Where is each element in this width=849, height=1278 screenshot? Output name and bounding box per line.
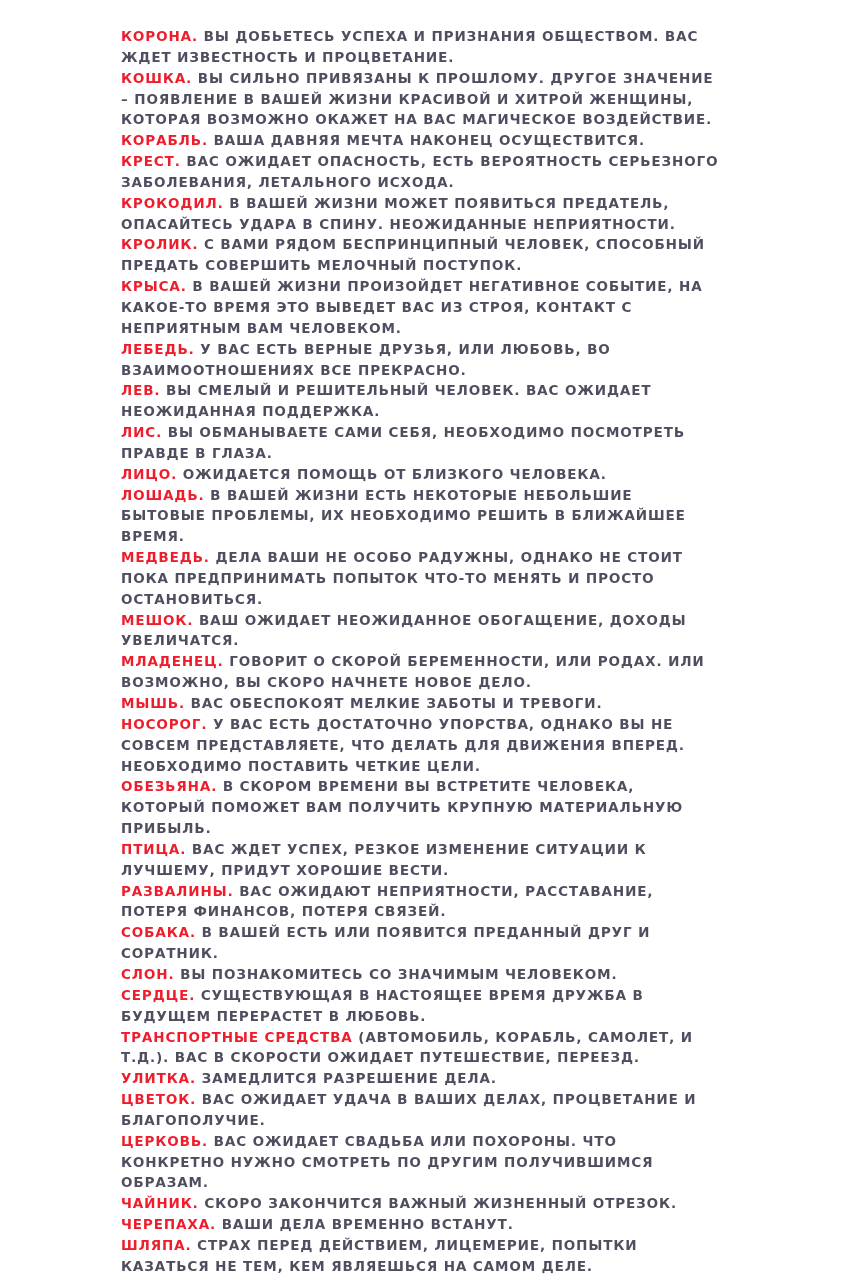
entry-term: ЛЕБЕДЬ. [121,341,195,358]
entry-text: (АВТОМОБИЛЬ, КОРАБЛЬ, САМОЛЕТ, И Т.Д.). ВАС В СКОРОСТИ ОЖИДАЕТ ПУТЕШЕСТВИЕ, ПЕРЕЕЗД. [121,1029,693,1067]
entry-term: ЛИС. [121,425,163,442]
entry-text: ДЕЛА ВАШИ НЕ ОСОБО РАДУЖНЫ, ОДНАКО НЕ СТОИТ ПОКА ПРЕДПРИНИМАТЬ ПОПЫТОК ЧТО-ТО МЕНЯТЬ И ПРОСТО ОСТАНОВИТЬСЯ. [121,550,683,608]
entry-text: В ВАШЕЙ ЖИЗНИ ПРОИЗОЙДЕТ НЕГАТИВНОЕ СОБЫТИЕ, НА КАКОЕ-ТО ВРЕМЯ ЭТО ВЫВЕДЕТ ВАС ИЗ СТРОЯ, КОНТАКТ С НЕПРИЯТНЫМ ВАМ ЧЕЛОВЕКОМ. [121,279,703,337]
entry-text: ВЫ ПОЗНАКОМИТЕСЬ СО ЗНАЧИМЫМ ЧЕЛОВЕКОМ. [174,966,618,983]
entry-text: ВАС ЖДЕТ УСПЕХ, РЕЗКОЕ ИЗМЕНЕНИЕ СИТУАЦИИ К ЛУЧШЕМУ, ПРИДУТ ХОРОШИЕ ВЕСТИ. [121,841,647,879]
entry-text: В СКОРОМ ВРЕМЕНИ ВЫ ВСТРЕТИТЕ ЧЕЛОВЕКА, КОТОРЫЙ ПОМОЖЕТ ВАМ ПОЛУЧИТЬ КРУПНУЮ МАТЕРИАЛЬНУЮ ПРИБЫЛЬ. [121,779,684,838]
entry-term: СЕРДЦЕ. [121,987,196,1004]
entry-nosorog [121,715,721,778]
entry-krest [121,152,721,194]
entry-term: СОБАКА. [121,925,197,942]
entry-term: КОРОНА. [121,29,199,45]
entry-text: ВАС ОЖИДАЮТ НЕПРИЯТНОСТИ, РАССТАВАНИЕ, ПОТЕРЯ ФИНАНСОВ, ПОТЕРЯ СВЯЗЕЙ. [121,883,654,921]
entry-koshka [121,69,721,132]
entry-term: КОШКА. [121,70,193,87]
entry-term: ПТИЦА. [121,841,187,858]
entry-term: КРЫСА. [121,279,187,296]
entry-term: МЫШЬ. [121,696,186,712]
entry-text: ВАС ОБЕСПОКОЯТ МЕЛКИЕ ЗАБОТЫ И ТРЕВОГИ. [185,696,603,712]
entry-sobaka [121,923,721,965]
entry-term: ЛОШАДЬ. [121,487,205,504]
entry-lev [121,381,721,423]
entry-meshok [121,611,721,653]
entry-text: ВЫ СИЛЬНО ПРИВЯЗАНЫ К ПРОШЛОМУ. ДРУГОЕ ЗНАЧЕНИЕ – ПОЯВЛЕНИЕ В ВАШЕЙ ЖИЗНИ КРАСИВОЙ И ХИТРОЙ ЖЕНЩИНЫ, КОТОРАЯ ВОЗМОЖНО ОКАЖЕТ НА ВАС МАГИЧЕСКОЕ ВОЗДЕЙСТВИЕ. [121,70,714,129]
entry-term: ЧЕРЕПАХА. [121,1217,217,1234]
entry-korona [121,27,721,69]
entry-term: МЕШОК. [121,612,194,629]
entry-term: МЛАДЕНЕЦ. [121,654,224,671]
entry-text: СУЩЕСТВУЮЩАЯ В НАСТОЯЩЕЕ ВРЕМЯ ДРУЖБА В БУДУЩЕМ ПЕРЕРАСТЕТ В ЛЮБОВЬ. [121,987,644,1025]
entry-krysa [121,277,721,340]
entry-term: КРОКОДИЛ. [121,195,224,212]
entry-text: ЗАМЕДЛИТСЯ РАЗРЕШЕНИЕ ДЕЛА. [196,1071,497,1088]
entry-krolik [121,235,721,277]
entry-term: ЦВЕТОК. [121,1092,197,1109]
entry-cherepakha [121,1215,721,1236]
entry-text: В ВАШЕЙ ЖИЗНИ ЕСТЬ НЕКОТОРЫЕ НЕБОЛЬШИЕ БЫТОВЫЕ ПРОБЛЕМЫ, ИХ НЕОБХОДИМО РЕШИТЬ В БЛИЖАЙШЕЕ ВРЕМЯ. [121,487,686,546]
entry-serdtse [121,986,721,1028]
entry-term: УЛИТКА. [121,1071,197,1088]
entry-lis [121,423,721,465]
entry-litso [121,465,721,486]
entry-term: ЦЕРКОВЬ. [121,1133,209,1150]
entry-term: ЛИЦО. [121,466,178,483]
entry-text: С ВАМИ РЯДОМ БЕСПРИНЦИПНЫЙ ЧЕЛОВЕК, СПОСОБНЫЙ ПРЕДАТЬ СОВЕРШИТЬ МЕЛОЧНЫЙ ПОСТУПОК. [121,237,705,275]
entry-term: ШЛЯПА. [121,1237,192,1254]
entry-slon [121,965,721,986]
entry-term: КРОЛИК. [121,237,199,254]
entry-korabl [121,131,721,152]
entry-term: ЛЕВ. [121,383,161,400]
entry-text: ВАС ОЖИДАЕТ УДАЧА В ВАШИХ ДЕЛАХ, ПРОЦВЕТАНИЕ И БЛАГОПОЛУЧИЕ. [121,1092,697,1129]
entry-shlyapa [121,1236,721,1278]
entry-term: ЧАЙНИК. [121,1196,199,1213]
entry-term: МЕДВЕДЬ. [121,550,210,567]
entry-text: ОЖИДАЕТСЯ ПОМОЩЬ ОТ БЛИЗКОГО ЧЕЛОВЕКА. [177,466,607,483]
entry-text: ВАШИ ДЕЛА ВРЕМЕННО ВСТАНУТ. [216,1217,514,1234]
entry-text: СТРАХ ПЕРЕД ДЕЙСТВИЕМ, ЛИЦЕМЕРИЕ, ПОПЫТКИ КАЗАТЬСЯ НЕ ТЕМ, КЕМ ЯВЛЯЕШЬСЯ НА САМОМ ДЕЛЕ. [121,1237,638,1275]
entry-text: ВАС ОЖИДАЕТ СВАДЬБА ИЛИ ПОХОРОНЫ. ЧТО КОНКРЕТНО НУЖНО СМОТРЕТЬ ПО ДРУГИМ ПОЛУЧИВШИМСЯ ОБРАЗАМ. [121,1133,654,1192]
entry-mladenets [121,652,721,694]
entry-text: ВЫ ОБМАНЫВАЕТЕ САМИ СЕБЯ, НЕОБХОДИМО ПОСМОТРЕТЬ ПРАВДЕ В ГЛАЗА. [121,425,686,462]
entry-term: КРЕСТ. [121,154,181,171]
entry-ptitsa [121,840,721,882]
entry-text: В ВАШЕЙ ЖИЗНИ МОЖЕТ ПОЯВИТЬСЯ ПРЕДАТЕЛЬ, ОПАСАЙТЕСЬ УДАРА В СПИНУ. НЕОЖИДАННЫЕ НЕПРИЯТНОСТИ. [121,195,676,233]
entry-text: ВЫ ДОБЬЕТЕСЬ УСПЕХА И ПРИЗНАНИЯ ОБЩЕСТВОМ. ВАС ЖДЕТ ИЗВЕСТНОСТЬ И ПРОЦВЕТАНИЕ. [121,29,699,66]
entry-ulitka [121,1069,721,1090]
entry-term: НОСОРОГ. [121,716,208,733]
entry-loshad [121,486,721,549]
entry-chaynik [121,1194,721,1215]
entry-text: ВЫ СМЕЛЫЙ И РЕШИТЕЛЬНЫЙ ЧЕЛОВЕК. ВАС ОЖИДАЕТ НЕОЖИДАННАЯ ПОДДЕРЖКА. [121,383,652,421]
entry-text: ГОВОРИТ О СКОРОЙ БЕРЕМЕННОСТИ, ИЛИ РОДАХ. ИЛИ ВОЗМОЖНО, ВЫ СКОРО НАЧНЕТЕ НОВОЕ ДЕЛО. [121,654,705,692]
entry-term: РАЗВАЛИНЫ. [121,883,234,900]
entry-text: СКОРО ЗАКОНЧИТСЯ ВАЖНЫЙ ЖИЗНЕННЫЙ ОТРЕЗОК. [198,1196,677,1213]
entry-obezyana [121,777,721,840]
entry-text: В ВАШЕЙ ЕСТЬ ИЛИ ПОЯВИТСЯ ПРЕДАННЫЙ ДРУГ И СОРАТНИК. [121,925,651,963]
entry-krokodil [121,194,721,236]
entry-term: ТРАНСПОРТНЫЕ СРЕДСТВА [121,1029,353,1046]
entry-razvaliny [121,882,721,924]
symbol-meanings-list [121,27,721,1278]
entry-term: ОБЕЗЬЯНА. [121,779,218,796]
entry-medved [121,548,721,611]
entry-term: КОРАБЛЬ. [121,133,208,150]
entry-text: ВАШ ОЖИДАЕТ НЕОЖИДАННОЕ ОБОГАЩЕНИЕ, ДОХОДЫ УВЕЛИЧАТСЯ. [121,612,687,650]
entry-text: ВАС ОЖИДАЕТ ОПАСНОСТЬ, ЕСТЬ ВЕРОЯТНОСТЬ СЕРЬЕЗНОГО ЗАБОЛЕВАНИЯ, ЛЕТАЛЬНОГО ИСХОДА. [121,154,719,191]
entry-text: У ВАС ЕСТЬ ВЕРНЫЕ ДРУЗЬЯ, ИЛИ ЛЮБОВЬ, ВО ВЗАИМООТНОШЕНИЯХ ВСЕ ПРЕКРАСНО. [121,341,611,379]
entry-text: У ВАС ЕСТЬ ДОСТАТОЧНО УПОРСТВА, ОДНАКО ВЫ НЕ СОВСЕМ ПРЕДСТАВЛЯЕТЕ, ЧТО ДЕЛАТЬ ДЛЯ ДВИЖЕНИЯ ВПЕРЕД. НЕОБХОДИМО ПОСТАВИТЬ ЧЕТКИЕ ЦЕЛИ. [121,716,685,775]
entry-tserkov [121,1132,721,1195]
entry-mysh [121,694,721,715]
entry-lebed [121,340,721,382]
entry-term: СЛОН. [121,966,175,983]
entry-transport [121,1028,721,1070]
entry-tsvetok [121,1090,721,1132]
entry-text: ВАША ДАВНЯЯ МЕЧТА НАКОНЕЦ ОСУЩЕСТВИТСЯ. [207,133,645,150]
